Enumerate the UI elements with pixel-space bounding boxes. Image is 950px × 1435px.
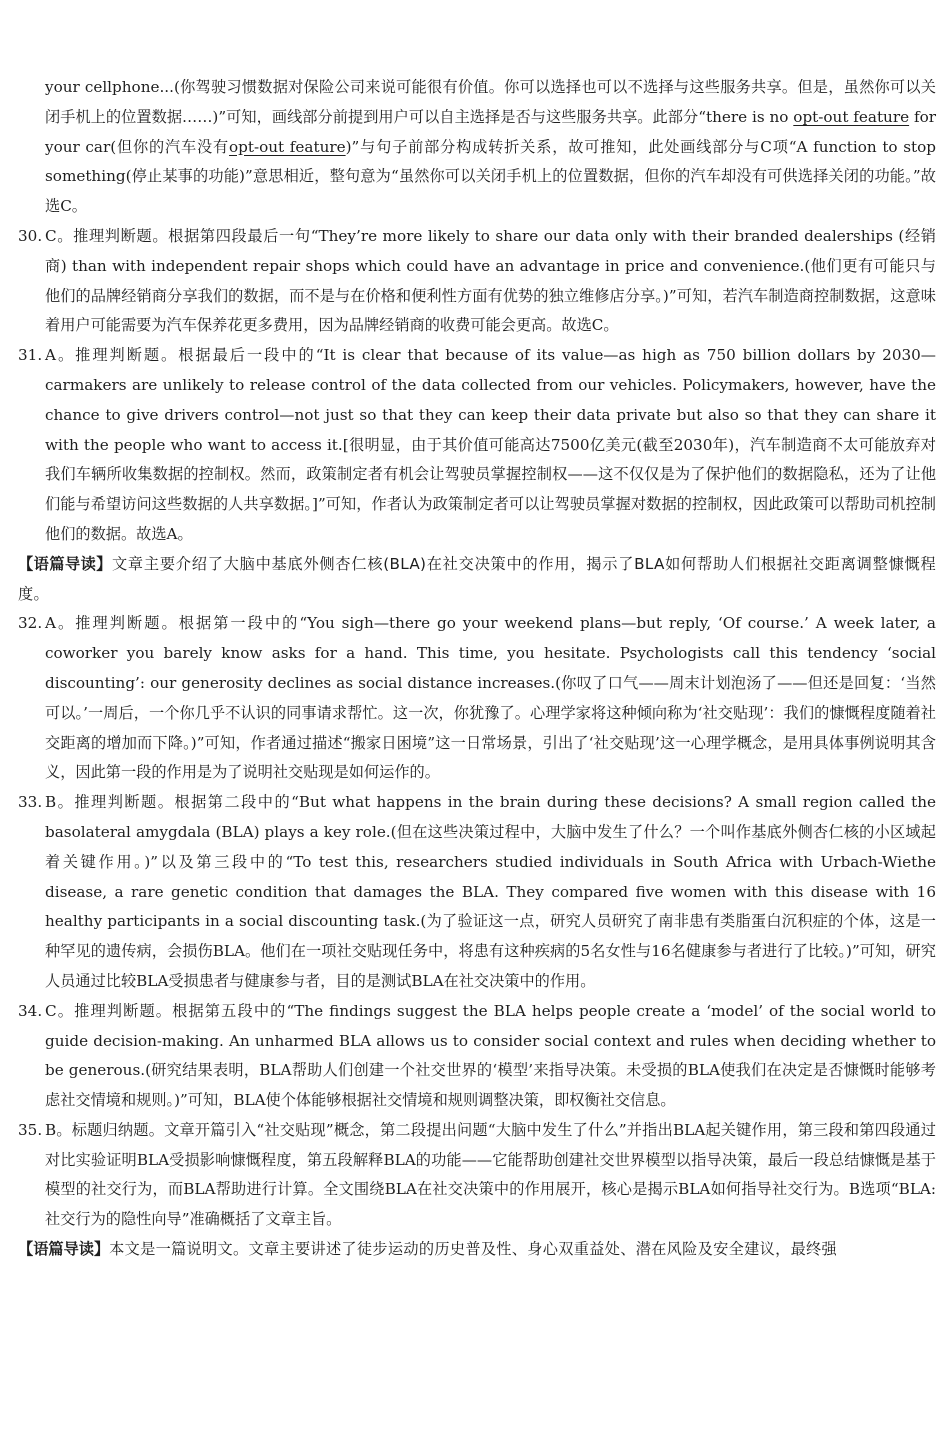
q29-continuation bbox=[18, 73, 936, 222]
underlined-term: opt-out feature bbox=[793, 107, 910, 126]
answer-explanation: C。推理判断题。根据第四段最后一句“They’re more likely to share our data only with their branded dealerships (经销商) than with independent repair shops which could have an advantage in price and convenience.(他们更有可能只与他们的品牌经销商分享我们的数据，而不是与在价格和便利性方面有优势的独立维修店分享。)”可知，若汽车制造商控制数据，这意味着用户可能需要为汽车保养花更多费用，因为品牌经销商的收费可能会更高。故选C。 bbox=[45, 226, 936, 335]
answer-explanation: A。推理判断题。根据第一段中的“You sigh—there go your weekend plans—but reply, ‘Of course.’ A week later, a coworker you barely know asks for a hand. This time, you hesitate. Psychologists call this tendency ‘social discounting’: our generosity declines as social distance increases.(你叹了口气——周末计划泡汤了——但还是回复：‘当然可以。’一周后，一个你几乎不认识的同事请求帮忙。这一次，你犹豫了。心理学家将这种倾向称为‘社交贴现’：我们的慷慨程度随着社交距离的增加而下降。)”可知，作者通过描述“搬家日困境”这一日常场景，引出了‘社交贴现’这一心理学概念，是用具体事例说明其含义，因此第一段的作用是为了说明社交贴现是如何运作的。 bbox=[45, 614, 936, 782]
question-number: 30. bbox=[18, 226, 43, 245]
question-number: 35. bbox=[18, 1120, 43, 1139]
question-number: 32. bbox=[18, 614, 43, 633]
q29-text-part2: for your car(但你的汽车没有 bbox=[45, 107, 936, 156]
q29-text-part1: your cellphone...(你驾驶习惯数据对保险公司来说可能很有价值。你可以选择也可以不选择与这些服务共享。但是，虽然你可以关闭手机上的位置数据……)”可知，画线部分前提到用户可以自主选择是否与这些服务共享。此部分“there is no bbox=[45, 78, 936, 126]
answer-item-35 bbox=[18, 1116, 936, 1235]
underlined-term: opt-out feature bbox=[229, 137, 346, 156]
answer-explanation: B。标题归纳题。文章开篇引入“社交贴现”概念，第二段提出问题“大脑中发生了什么”并指出BLA起关键作用，第三段和第四段通过对比实验证明BLA受损影响慷慨程度，第五段解释BLA的功能——它能帮助创建社交世界模型以指导决策，最后一段总结慷慨是基于模型的社交行为，而BLA帮助进行计算。全文围绕BLA在社交决策中的作用展开，核心是揭示BLA如何指导社交行为。B选项“BLA:社交行为的隐性向导”准确概括了文章主旨。 bbox=[45, 1120, 936, 1229]
answer-explanation: C。推理判断题。根据第五段中的“The findings suggest the BLA helps people create a ‘model’ of the social world to guide decision-making. An unharmed BLA allows us to consider social context and rules when deciding whether to be generous.(研究结果表明，BLA帮助人们创建一个社交世界的‘模型’来指导决策。未受损的BLA使我们在决定是否慷慨时能够考虑社交情境和规则。)”可知，BLA使个体能够根据社交情境和规则调整决策，即权衡社交信息。 bbox=[45, 1001, 936, 1110]
answer-item-32 bbox=[18, 609, 936, 788]
answer-item-34 bbox=[18, 997, 936, 1116]
answer-explanation: A。推理判断题。根据最后一段中的“It is clear that because of its value—as high as 750 billion dollars by 2030—carmakers are unlikely to release control of the data collected from our vehicles. Policymakers, however, have the chance to give drivers control—not just so that they can keep their data private but also so that they can share it with the people who want to access it.[很明显，由于其价值可能高达7500亿美元(截至2030年)，汽车制造商不太可能放弃对我们车辆所收集数据的控制权。然而，政策制定者有机会让驾驶员掌握控制权——这不仅仅是为了保护他们的数据隐私，还为了让他们能与希望访问这些数据的人共享数据。]”可知，作者认为政策制定者可以让驾驶员掌握对数据的控制权，因此政策可以帮助司机控制他们的数据。故选A。 bbox=[45, 346, 936, 543]
passage-guide-text: 本文是一篇说明文。文章主要讲述了徒步运动的历史普及性、身心双重益处、潜在风险及安全建议，最终强 bbox=[109, 1240, 838, 1259]
passage-guide-2 bbox=[18, 1235, 936, 1265]
passage-guide-tag: 【语篇导读】 bbox=[18, 554, 112, 573]
passage-guide-tag: 【语篇导读】 bbox=[18, 1240, 110, 1259]
question-number: 33. bbox=[18, 793, 43, 812]
question-number: 31. bbox=[18, 346, 43, 365]
q29-text-part3: )”与句子前部分构成转折关系，故可推知，此处画线部分与C项“A function to stop something(停止某事的功能)”意思相近，整句意为“虽然你可以关闭手机上的位置数据，但你的汽车却没有可供选择关闭的功能。”故选C。 bbox=[45, 137, 936, 216]
passage-guide-text: 文章主要介绍了大脑中基底外侧杏仁核(BLA)在社交决策中的作用，揭示了BLA如何帮助人们根据社交距离调整慷慨程度。 bbox=[18, 554, 937, 603]
answer-item-31 bbox=[18, 341, 936, 550]
question-number: 34. bbox=[18, 1001, 43, 1020]
answer-explanation: B。推理判断题。根据第二段中的“But what happens in the brain during these decisions? A small region called the basolateral amygdala (BLA) plays a key role.(但在这些决策过程中，大脑中发生了什么？一个叫作基底外侧杏仁核的小区域起着关键作用。)”以及第三段中的“To test this, researchers studied individuals in South Africa with Urbach-Wiethe disease, a rare genetic condition that damages the BLA. They compared five women with this disease with 16 healthy participants in a social discounting task.(为了验证这一点，研究人员研究了南非患有类脂蛋白沉积症的个体，这是一种罕见的遗传病，会损伤BLA。他们在一项社交贴现任务中，将患有这种疾病的5名女性与16名健康参与者进行了比较。)”可知，研究人员通过比较BLA受损患者与健康参与者，目的是测试BLA在社交决策中的作用。 bbox=[45, 793, 936, 990]
answer-item-30 bbox=[18, 222, 936, 341]
answer-item-33 bbox=[18, 788, 936, 997]
passage-guide-1 bbox=[18, 550, 936, 610]
